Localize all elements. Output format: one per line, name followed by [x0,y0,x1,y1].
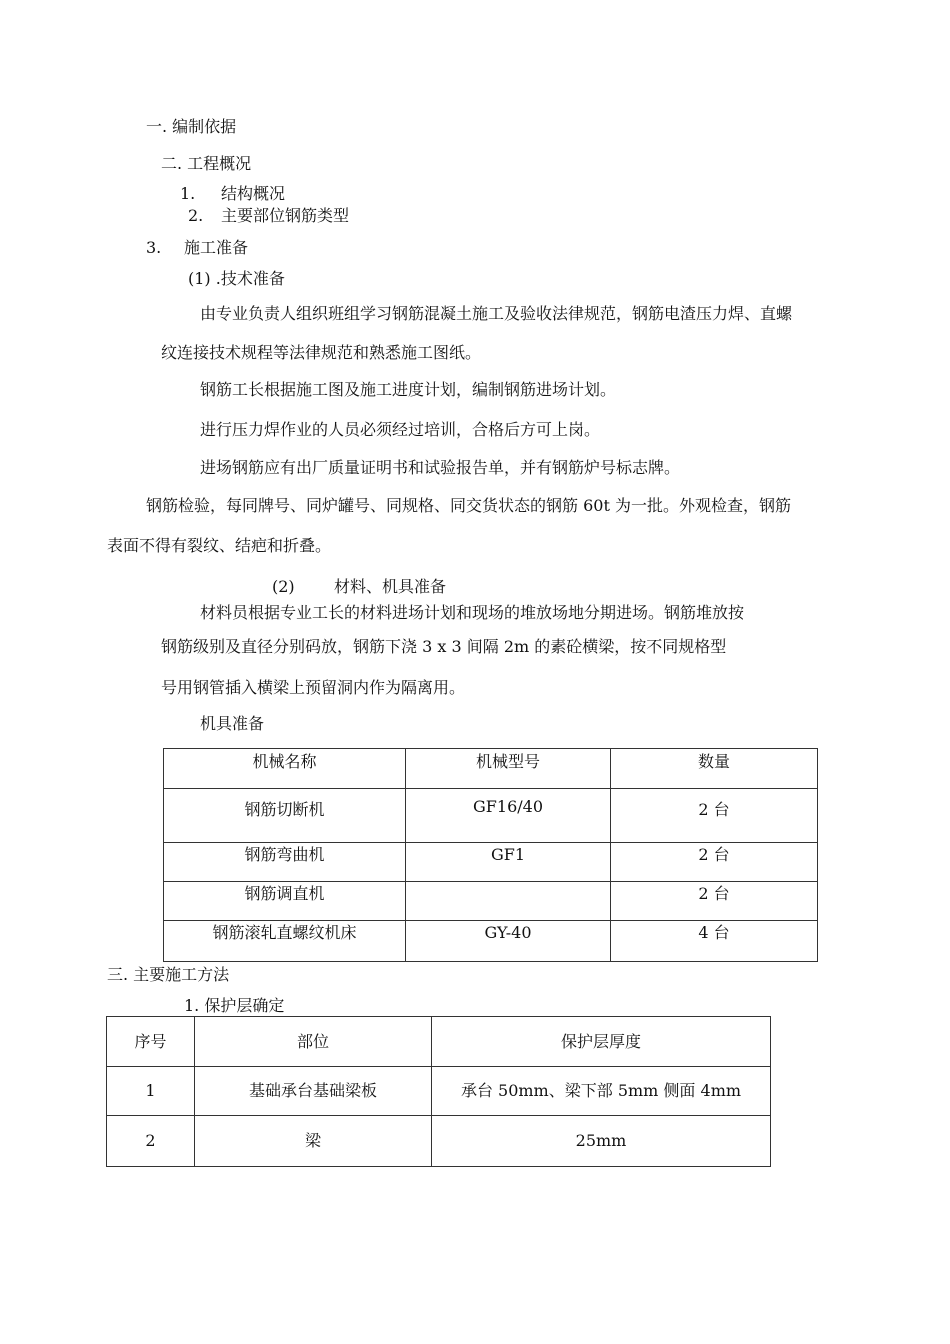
table-cell: 钢筋滚轧直螺纹机床 [164,921,406,962]
paragraph-welder-training: 进行压力焊作业的人员必须经过培训，合格后方可上岗。 [200,420,601,439]
equipment-table [163,748,818,962]
table-row [107,1116,771,1167]
table-cell: 承台 50mm、梁下部 5mm 侧面 4mm [432,1067,771,1116]
item-number-2: 2. [188,206,204,225]
table-cell: 2 台 [611,882,818,921]
header-cell: 保护层厚度 [432,1017,771,1067]
item-structure-overview: 结构概况 [221,184,286,203]
heading-project-overview: 二. 工程概况 [161,154,252,173]
header-cell: 序号 [107,1017,195,1067]
table-cell: 2 台 [611,843,818,882]
heading-equipment-prep: 机具准备 [200,714,265,733]
table-cell: GF1 [406,843,611,882]
table-cell: 4 台 [611,921,818,962]
paragraph-training-line1: 由专业负责人组织班组学习钢筋混凝土施工及验收法律规范，钢筋电渣压力焊、直螺 [200,304,793,323]
heading-compilation-basis: 一. 编制依据 [146,117,237,136]
table-cell: 梁 [195,1116,432,1167]
item-number-materials: (2) [272,577,295,596]
cover-table [106,1016,771,1167]
table-cell: GF16/40 [406,789,611,843]
heading-construction-prep: 施工准备 [184,238,249,257]
table-cell: 钢筋弯曲机 [164,843,406,882]
table-row [164,882,818,921]
table-header-row [164,749,818,789]
item-number-1: 1. [180,184,196,203]
table-cell: GY-40 [406,921,611,962]
table-row [164,921,818,962]
heading-cover-thickness: 1. 保护层确定 [184,996,285,1015]
table-cell: 基础承台基础梁板 [195,1067,432,1116]
paragraph-quality-certificate: 进场钢筋应有出厂质量证明书和试验报告单，并有钢筋炉号标志牌。 [200,458,681,477]
header-cell: 机械型号 [406,749,611,789]
table-cell: 2 台 [611,789,818,843]
header-cell: 机械名称 [164,749,406,789]
heading-materials-equipment: 材料、机具准备 [334,577,447,596]
paragraph-training-line2: 纹连接技术规程等法律规范和熟悉施工图纸。 [161,343,482,362]
header-cell: 数量 [611,749,818,789]
paragraph-storage-line2: 钢筋级别及直径分别码放，钢筋下浇 3 x 3 间隔 2m 的素砼横梁，按不同规格型 [161,637,727,656]
table-cell: 1 [107,1067,195,1116]
table-cell [406,882,611,921]
table-header-row [107,1017,771,1067]
header-cell: 部位 [195,1017,432,1067]
table-row [164,843,818,882]
paragraph-entry-plan: 钢筋工长根据施工图及施工进度计划，编制钢筋进场计划。 [200,380,617,399]
table-cell: 2 [107,1116,195,1167]
item-number-3: 3. [146,238,162,257]
table-cell: 25mm [432,1116,771,1167]
paragraph-storage-line1: 材料员根据专业工长的材料进场计划和现场的堆放场地分期进场。钢筋堆放按 [200,603,745,622]
paragraph-inspection-line1: 钢筋检验，每同牌号、同炉罐号、同规格、同交货状态的钢筋 60t 为一批。外观检查，钢筋 [146,496,791,515]
table-cell: 钢筋切断机 [164,789,406,843]
table-row [164,789,818,843]
table-cell: 钢筋调直机 [164,882,406,921]
paragraph-storage-line3: 号用钢管插入横梁上预留洞内作为隔离用。 [161,678,466,697]
heading-technical-prep: (1) .技术准备 [188,269,285,288]
item-rebar-types: 主要部位钢筋类型 [221,206,350,225]
table-row [107,1067,771,1116]
heading-main-methods: 三. 主要施工方法 [107,965,230,984]
paragraph-inspection-line2: 表面不得有裂纹、结疤和折叠。 [107,536,332,555]
